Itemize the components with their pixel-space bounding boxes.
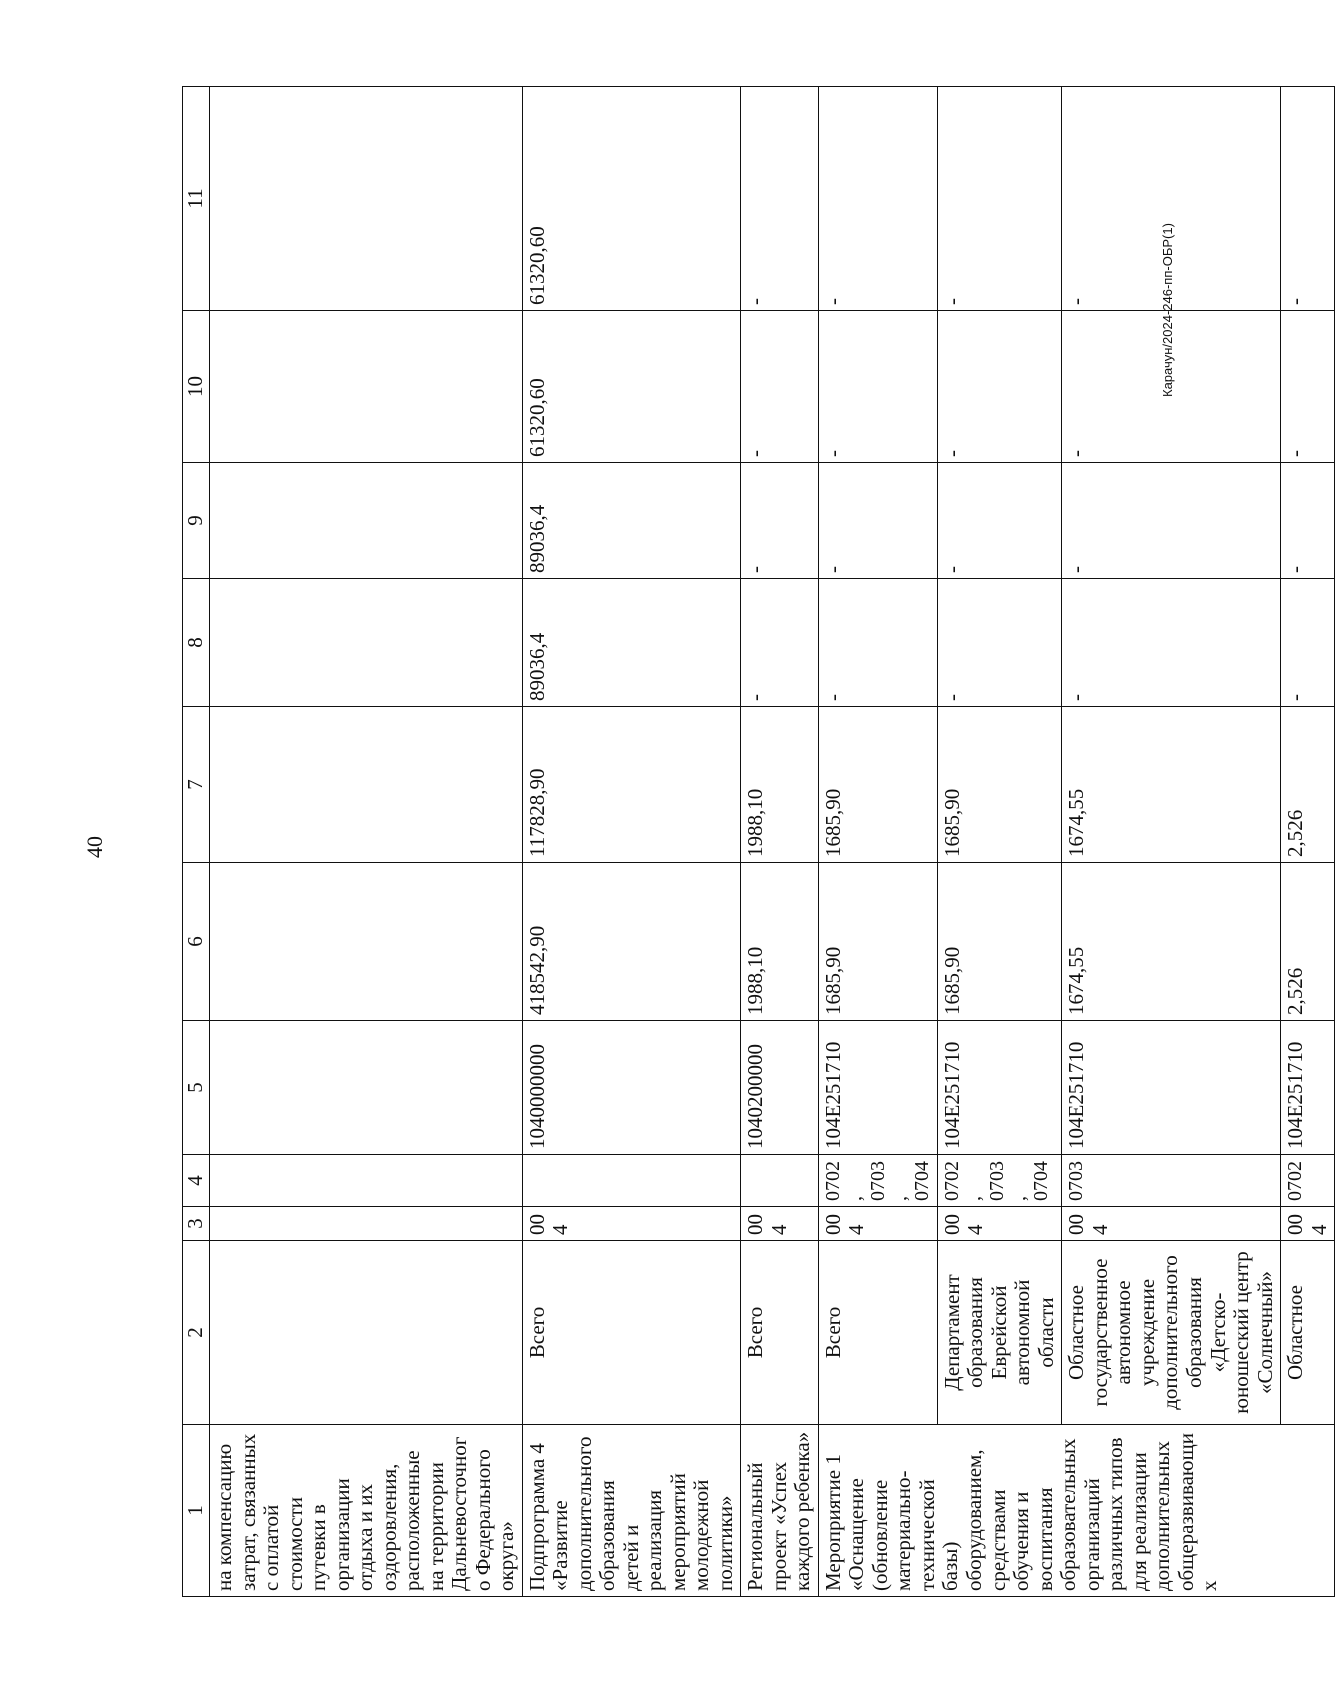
- header-cell: 5: [183, 1021, 210, 1155]
- header-cell: 3: [183, 1207, 210, 1241]
- cell-col-8: -: [1062, 579, 1281, 707]
- table-row: [741, 87, 819, 1597]
- cell-code-4: 0702, 0703, 0704: [818, 1155, 937, 1207]
- cell-col-6: 418542,90: [522, 863, 741, 1021]
- header-cell: 8: [183, 579, 210, 707]
- cell-col-8: -: [937, 579, 1062, 707]
- cell-col-6: 1674,55: [1062, 863, 1281, 1021]
- cell-recipient: Всего: [522, 1241, 741, 1425]
- cell-description: на компенсацию затрат, связанных с оплатой стоимости путевки в организации отдыха и их оздоровления, расположенные на территории Дальневосточного Федерального округа»: [210, 1425, 523, 1597]
- cell-recipient: Всего: [818, 1241, 937, 1425]
- header-cell: 1: [183, 1425, 210, 1597]
- cell-col-7: 1988,10: [741, 707, 819, 863]
- cell-code-5: 104E251710: [818, 1021, 937, 1155]
- cell-col-7: 117828,90: [522, 707, 741, 863]
- cell-col-10: -: [1062, 311, 1281, 463]
- cell-description: Мероприятие 1 «Оснащение (обновление материально-технической базы) оборудованием, средствами обучения и воспитания образовательных организаций различных типов для реализации дополнительных общеразвивающих: [818, 1425, 1334, 1597]
- cell-col-10: -: [741, 311, 819, 463]
- cell-description: Подпрограмма 4 «Развитие дополнительного образования детей и реализация мероприятий молодежной политики»: [522, 1425, 741, 1597]
- cell-col-11: -: [937, 87, 1062, 311]
- header-cell: 7: [183, 707, 210, 863]
- cell-col-7: 2,526: [1281, 707, 1335, 863]
- cell-recipient: Областное: [1281, 1241, 1335, 1425]
- table-row: [937, 87, 1062, 1597]
- cell-col-10: 61320,60: [522, 311, 741, 463]
- cell-col-9: -: [1281, 463, 1335, 579]
- cell-code-3: 004: [937, 1207, 1062, 1241]
- cell-col-9: -: [1062, 463, 1281, 579]
- table-row: [210, 87, 523, 1597]
- cell-col-11: -: [818, 87, 937, 311]
- header-cell: 2: [183, 1241, 210, 1425]
- cell-col-11: 61320,60: [522, 87, 741, 311]
- cell-col-11: -: [1281, 87, 1335, 311]
- cell-col-7: 1685,90: [818, 707, 937, 863]
- cell-code-4: [522, 1155, 741, 1207]
- cell-col-9: -: [741, 463, 819, 579]
- cell-code-3: 004: [1062, 1207, 1281, 1241]
- cell-col-10: -: [1281, 311, 1335, 463]
- cell-col-6: 1685,90: [818, 863, 937, 1021]
- cell-description: Региональный проект «Успех каждого ребенка»: [741, 1425, 819, 1597]
- cell-col-9: -: [937, 463, 1062, 579]
- cell-recipient: Департамент образования Еврейской автономной области: [937, 1241, 1062, 1425]
- cell-code-5: [210, 1021, 523, 1155]
- document-code: Карачун/2024-246-пп-ОБР(1): [1160, 223, 1175, 397]
- cell-col-10: -: [818, 311, 937, 463]
- cell-code-5: 104E251710: [1062, 1021, 1281, 1155]
- cell-code-4: [210, 1155, 523, 1207]
- cell-col-9: 89036,4: [522, 463, 741, 579]
- cell-col-8: -: [741, 579, 819, 707]
- cell-recipient: Областное государственное автономное учреждение дополнительного образования «Детско-юношеский центр «Солнечный»: [1062, 1241, 1281, 1425]
- cell-recipient: [210, 1241, 523, 1425]
- cell-col-6: [210, 863, 523, 1021]
- cell-recipient: Всего: [741, 1241, 819, 1425]
- cell-code-3: 004: [1281, 1207, 1335, 1241]
- cell-col-8: 89036,4: [522, 579, 741, 707]
- header-cell: 10: [183, 311, 210, 463]
- table-header-row: [183, 87, 210, 1597]
- table-row: [522, 87, 741, 1597]
- cell-col-8: -: [1281, 579, 1335, 707]
- cell-code-5: 1040200000: [741, 1021, 819, 1155]
- cell-code-3: 004: [522, 1207, 741, 1241]
- cell-col-9: -: [818, 463, 937, 579]
- cell-col-11: [210, 87, 523, 311]
- cell-code-5: 104E251710: [1281, 1021, 1335, 1155]
- cell-col-9: [210, 463, 523, 579]
- cell-code-4: 0702: [1281, 1155, 1335, 1207]
- cell-col-10: -: [937, 311, 1062, 463]
- header-cell: 11: [183, 87, 210, 311]
- cell-col-8: [210, 579, 523, 707]
- header-cell: 4: [183, 1155, 210, 1207]
- cell-col-6: 1988,10: [741, 863, 819, 1021]
- cell-col-6: 2,526: [1281, 863, 1335, 1021]
- cell-code-5: 104E251710: [937, 1021, 1062, 1155]
- page-number: 40: [82, 836, 107, 858]
- header-cell: 9: [183, 463, 210, 579]
- table-row: [1281, 87, 1335, 1597]
- cell-col-11: -: [1062, 87, 1281, 311]
- cell-col-7: 1674,55: [1062, 707, 1281, 863]
- cell-code-5: 1040000000: [522, 1021, 741, 1155]
- cell-col-6: 1685,90: [937, 863, 1062, 1021]
- header-cell: 6: [183, 863, 210, 1021]
- cell-col-7: [210, 707, 523, 863]
- cell-col-10: [210, 311, 523, 463]
- cell-code-4: [741, 1155, 819, 1207]
- cell-col-8: -: [818, 579, 937, 707]
- table-row: [818, 87, 937, 1597]
- cell-code-3: 004: [818, 1207, 937, 1241]
- cell-code-4: 0703: [1062, 1155, 1281, 1207]
- cell-col-7: 1685,90: [937, 707, 1062, 863]
- cell-code-3: 004: [741, 1207, 819, 1241]
- cell-code-3: [210, 1207, 523, 1241]
- cell-col-11: -: [741, 87, 819, 311]
- cell-code-4: 0702, 0703, 0704: [937, 1155, 1062, 1207]
